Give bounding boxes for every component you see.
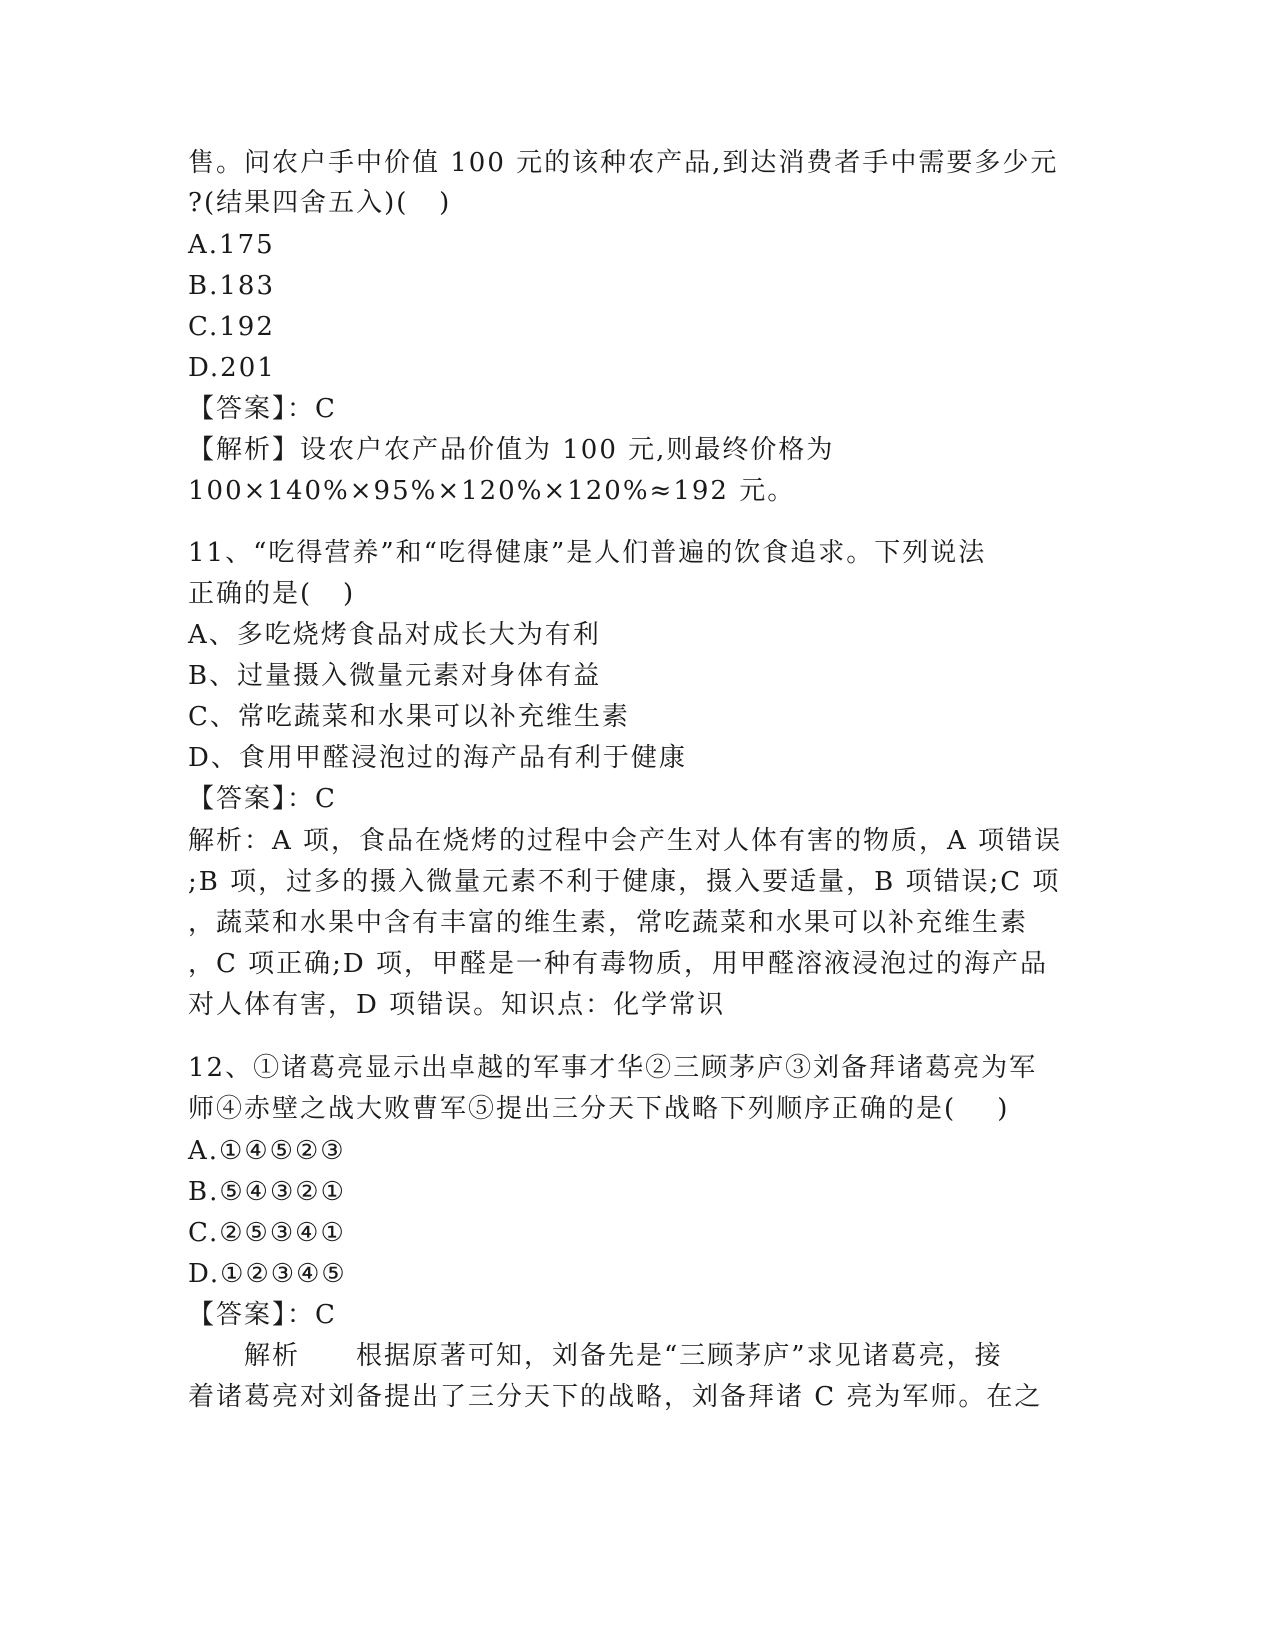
q11-stem-line-1: 11、“吃得营养”和“吃得健康”是人们普遍的饮食追求。下列说法 <box>188 538 987 568</box>
q10-option-b: B.183 <box>188 271 275 301</box>
q11-option-b: B、过量摄入微量元素对身体有益 <box>188 661 602 691</box>
q12-stem-line-2: 师④赤壁之战大败曹军⑤提出三分天下战略下列顺序正确的是( ) <box>188 1094 1010 1124</box>
q12-stem-line-1: 12、①诸葛亮显示出卓越的军事才华②三顾茅庐③刘备拜诸葛亮为军 <box>188 1053 1038 1083</box>
q12-analysis-line-1: 解析 根据原著可知，刘备先是“三顾茅庐”求见诸葛亮，接 <box>188 1341 1003 1371</box>
q12-option-d: D.①②③④⑤ <box>188 1259 347 1289</box>
q11-answer: 【答案】：C <box>188 784 337 814</box>
q11-stem-line-2: 正确的是( ) <box>188 579 356 609</box>
q11-analysis-line-3: ，蔬菜和水果中含有丰富的维生素，常吃蔬菜和水果可以补充维生素 <box>188 908 1029 938</box>
q12-option-b: B.⑤④③②① <box>188 1177 346 1207</box>
q12-answer: 【答案】：C <box>188 1300 337 1330</box>
q10-option-d: D.201 <box>188 353 276 383</box>
q12-analysis-line-2: 着诸葛亮对刘备提出了三分天下的战略，刘备拜诸 C 亮为军师。在之 <box>188 1382 1043 1412</box>
q11-option-c: C、常吃蔬菜和水果可以补充维生素 <box>188 702 630 732</box>
q11-option-d: D、食用甲醛浸泡过的海产品有利于健康 <box>188 743 687 773</box>
q10-option-a: A.175 <box>188 230 275 260</box>
q10-stem-line-2: ?(结果四舍五入)( ) <box>188 188 452 218</box>
q10-option-c: C.192 <box>188 312 275 342</box>
q11-option-a: A、多吃烧烤食品对成长大为有利 <box>188 620 601 650</box>
q10-stem-line-1: 售。问农户手中价值 100 元的该种农产品,到达消费者手中需要多少元 <box>188 148 1059 178</box>
q12-option-a: A.①④⑤②③ <box>188 1136 346 1166</box>
q10-answer: 【答案】：C <box>188 394 337 424</box>
q12-option-c: C.②⑤③④① <box>188 1218 346 1248</box>
q10-analysis-line-2: 100×140%×95%×120%×120%≈192 元。 <box>188 476 796 506</box>
q11-analysis-line-1: 解析：A 项，食品在烧烤的过程中会产生对人体有害的物质，A 项错误 <box>188 826 1063 856</box>
q11-analysis-line-4: ，C 项正确;D 项，甲醛是一种有毒物质，用甲醛溶液浸泡过的海产品 <box>188 949 1049 979</box>
q11-analysis-line-5: 对人体有害，D 项错误。知识点：化学常识 <box>188 990 726 1020</box>
q11-analysis-line-2: ;B 项，过多的摄入微量元素不利于健康，摄入要适量，B 项错误;C 项 <box>188 867 1061 897</box>
q10-analysis-line-1: 【解析】设农户农产品价值为 100 元,则最终价格为 <box>188 435 835 465</box>
